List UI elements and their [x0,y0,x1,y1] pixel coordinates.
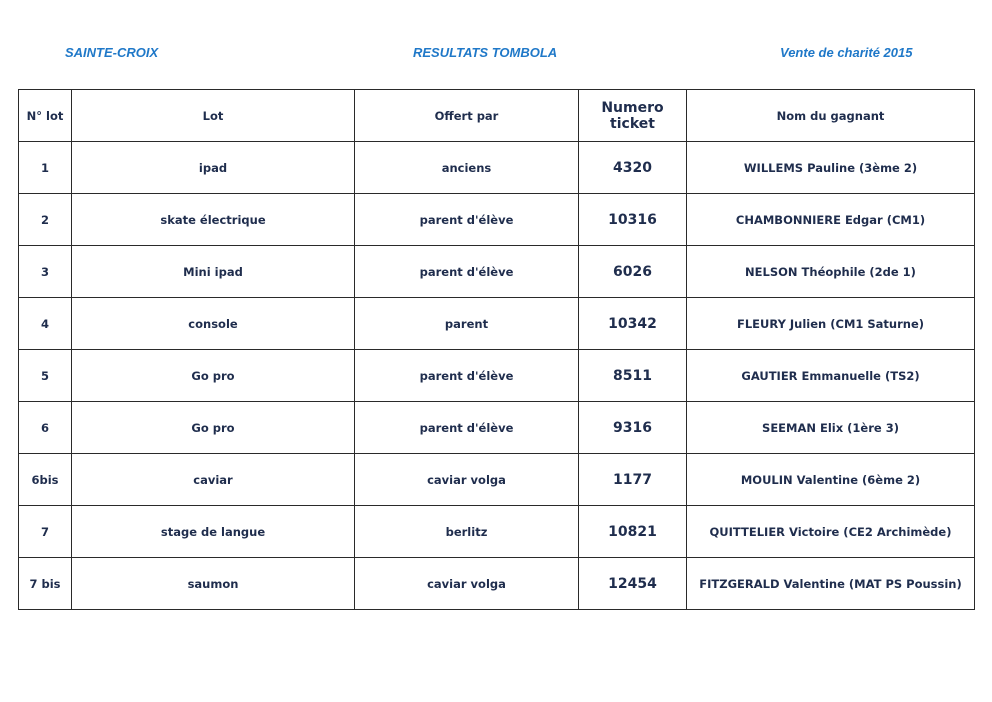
table-row [19,194,975,246]
cell-lot: caviar [72,454,355,506]
cell-ticket-number: 1177 [579,454,687,506]
header-school-name: SAINTE-CROIX [65,45,159,60]
cell-lot: skate électrique [72,194,355,246]
cell-winner: NELSON Théophile (2de 1) [687,246,975,298]
cell-lot-number: 1 [19,142,72,194]
cell-lot-number: 6bis [19,454,72,506]
cell-lot-number: 7 bis [19,558,72,610]
cell-ticket-number: 10316 [579,194,687,246]
cell-ticket-number: 8511 [579,350,687,402]
cell-lot: stage de langue [72,506,355,558]
table-row [19,506,975,558]
cell-lot: saumon [72,558,355,610]
cell-offered-by: parent d'élève [355,402,579,454]
cell-lot-number: 7 [19,506,72,558]
table-row [19,402,975,454]
cell-offered-by: parent d'élève [355,246,579,298]
cell-winner: WILLEMS Pauline (3ème 2) [687,142,975,194]
cell-ticket-number: 10342 [579,298,687,350]
cell-winner: GAUTIER Emmanuelle (TS2) [687,350,975,402]
cell-offered-by: anciens [355,142,579,194]
cell-winner: MOULIN Valentine (6ème 2) [687,454,975,506]
cell-winner: QUITTELIER Victoire (CE2 Archimède) [687,506,975,558]
cell-offered-by: caviar volga [355,558,579,610]
cell-lot: Go pro [72,350,355,402]
header-title: RESULTATS TOMBOLA [413,45,558,60]
cell-ticket-number: 10821 [579,506,687,558]
table-row [19,246,975,298]
cell-lot-number: 4 [19,298,72,350]
cell-lot-number: 5 [19,350,72,402]
table-row [19,454,975,506]
table-row [19,298,975,350]
cell-winner: FITZGERALD Valentine (MAT PS Poussin) [687,558,975,610]
cell-lot: console [72,298,355,350]
cell-ticket-number: 6026 [579,246,687,298]
cell-offered-by: parent d'élève [355,350,579,402]
cell-offered-by: berlitz [355,506,579,558]
cell-lot: Go pro [72,402,355,454]
cell-lot-number: 2 [19,194,72,246]
cell-winner: SEEMAN Elix (1ère 3) [687,402,975,454]
cell-winner: FLEURY Julien (CM1 Saturne) [687,298,975,350]
cell-offered-by: parent [355,298,579,350]
cell-ticket-number: 4320 [579,142,687,194]
table-row [19,558,975,610]
table-header-row [19,90,975,142]
column-header-ticket-number: Numero ticket [579,90,687,142]
column-header-offered-by: Offert par [355,90,579,142]
header-event: Vente de charité 2015 [780,45,913,60]
column-header-winner: Nom du gagnant [687,90,975,142]
cell-offered-by: parent d'élève [355,194,579,246]
cell-offered-by: caviar volga [355,454,579,506]
column-header-lot: Lot [72,90,355,142]
cell-lot: ipad [72,142,355,194]
table-row [19,350,975,402]
results-table [18,89,975,610]
cell-winner: CHAMBONNIERE Edgar (CM1) [687,194,975,246]
column-header-lot-number: N° lot [19,90,72,142]
cell-ticket-number: 12454 [579,558,687,610]
table-row [19,142,975,194]
cell-lot: Mini ipad [72,246,355,298]
cell-ticket-number: 9316 [579,402,687,454]
cell-lot-number: 3 [19,246,72,298]
cell-lot-number: 6 [19,402,72,454]
